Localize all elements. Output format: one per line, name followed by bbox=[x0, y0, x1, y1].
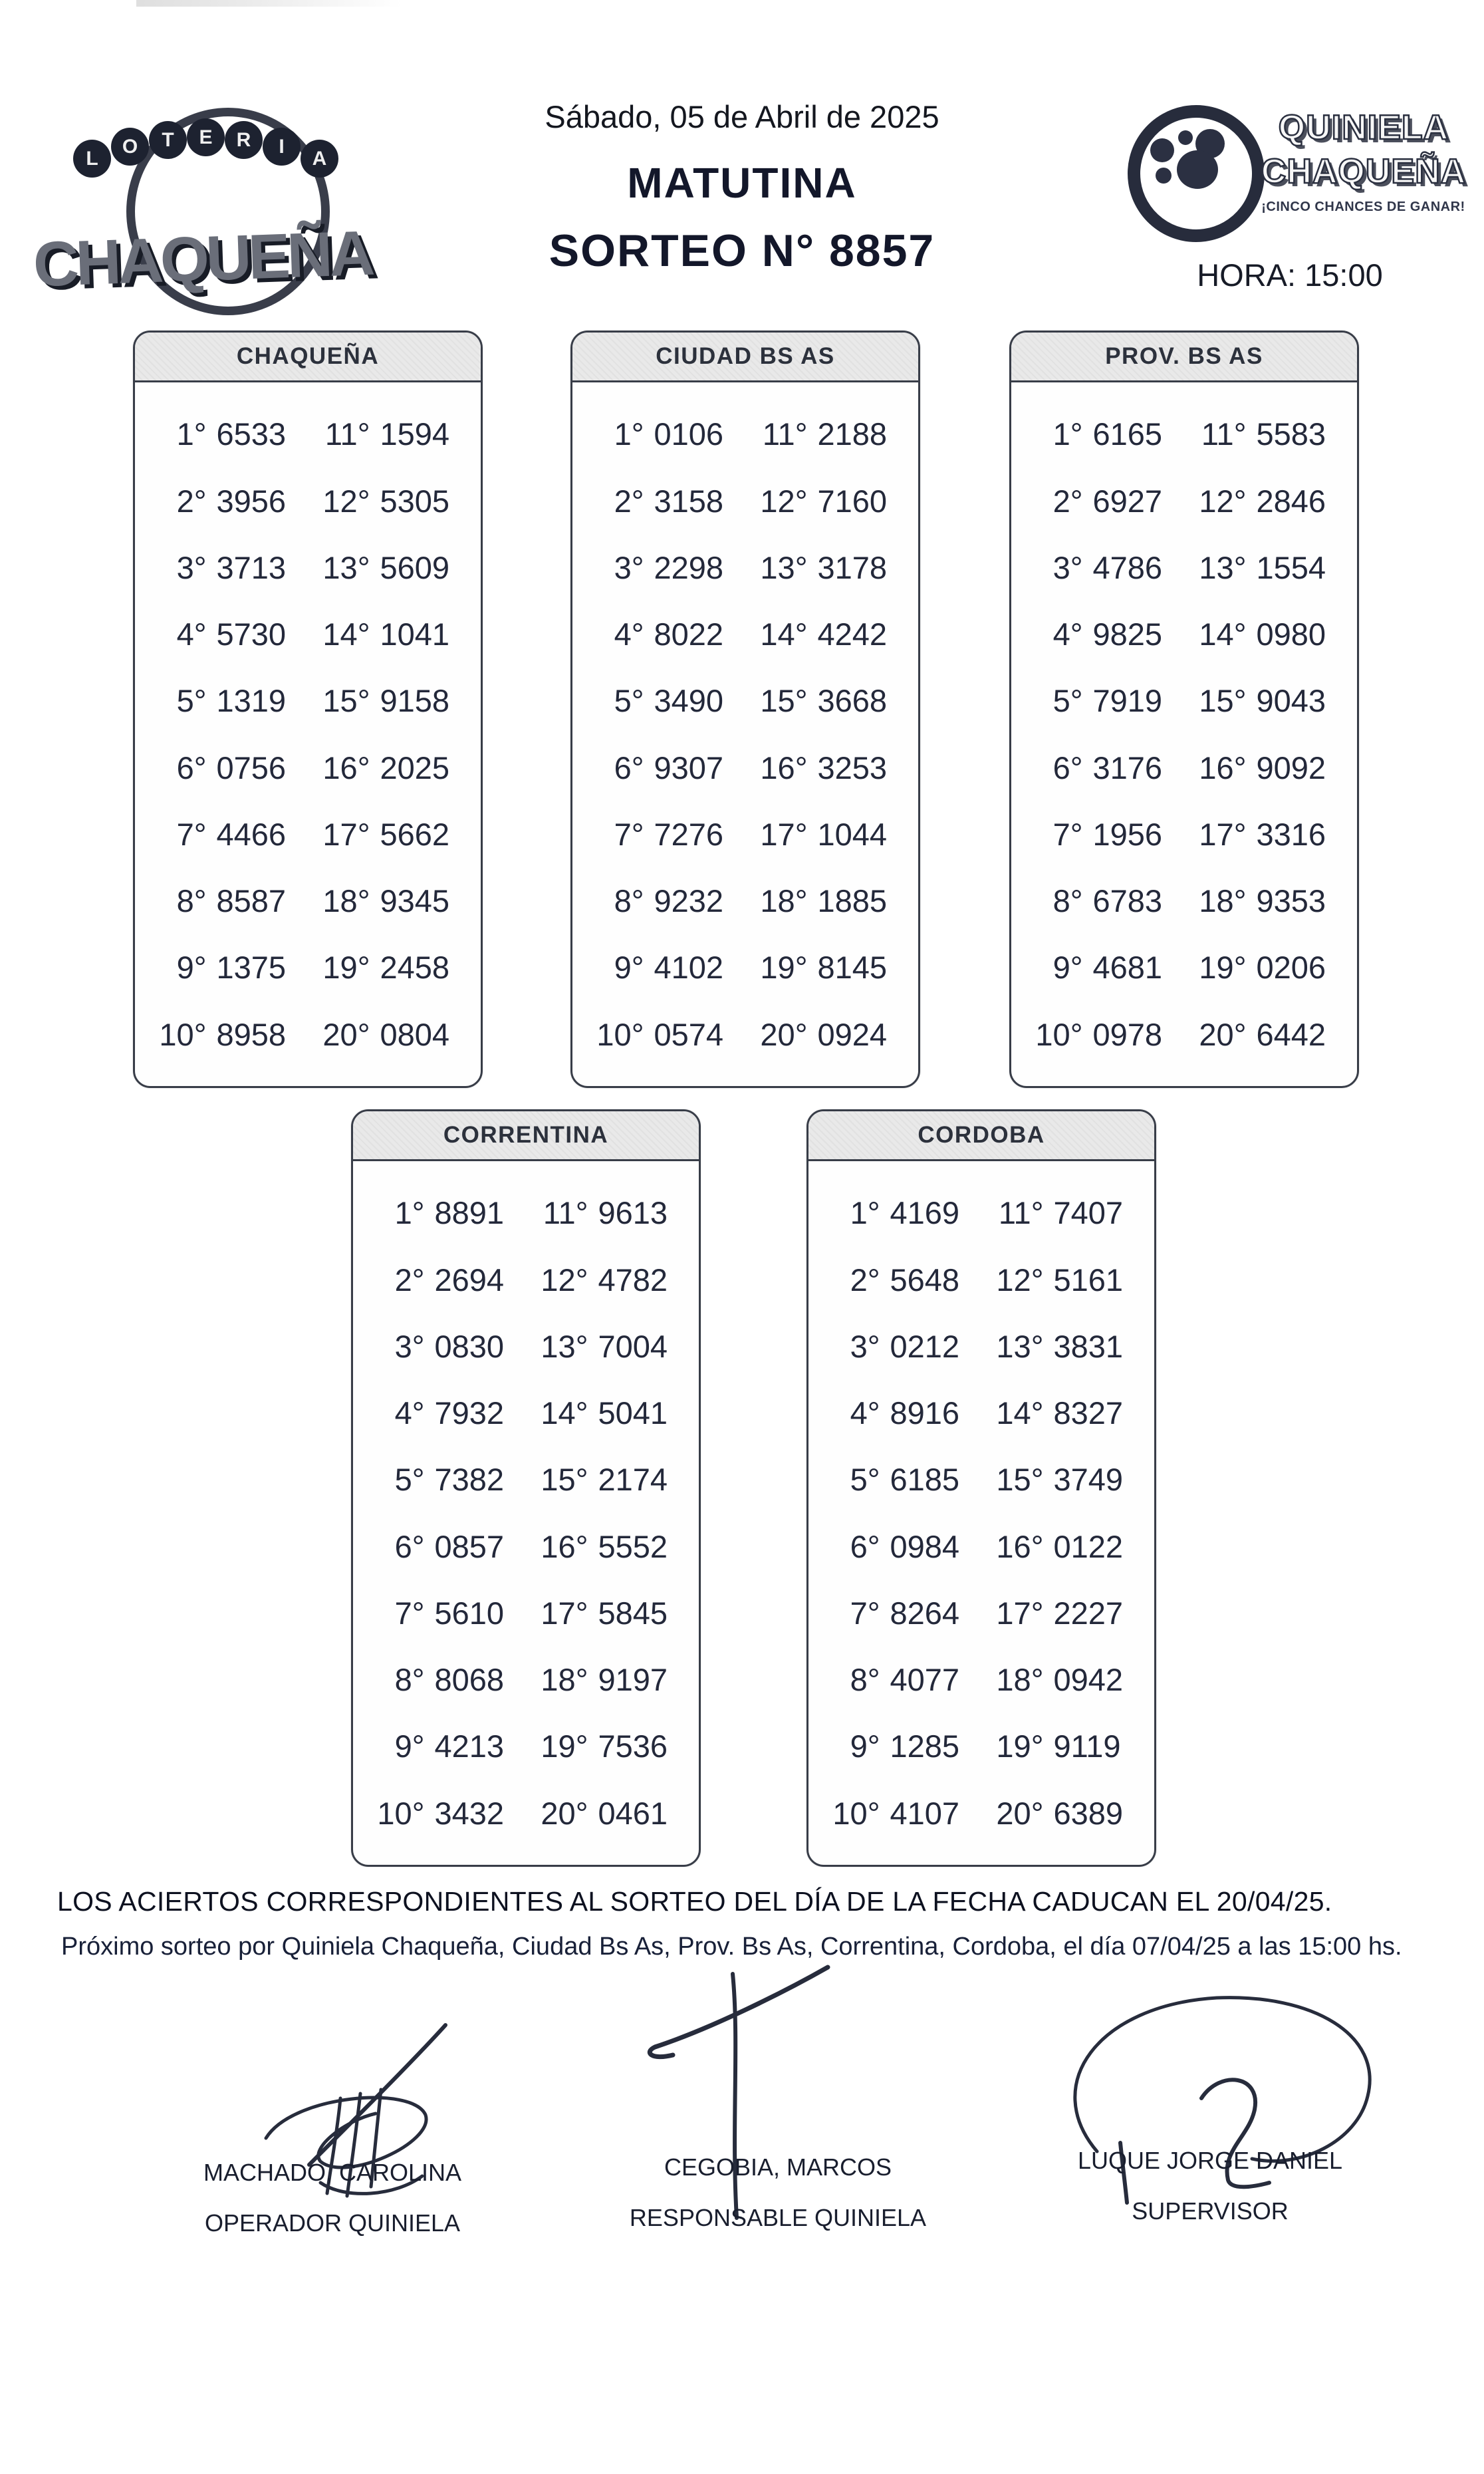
result-place: 18° bbox=[1199, 883, 1247, 919]
table-row bbox=[572, 682, 918, 719]
result-value: 9197 bbox=[598, 1662, 668, 1698]
loteria-letter: T bbox=[149, 121, 187, 159]
results-table-ciudad-bs-as bbox=[570, 331, 920, 1088]
result-place: 4° bbox=[176, 617, 207, 652]
result-place: 19° bbox=[322, 950, 370, 986]
result-place: 18° bbox=[541, 1662, 588, 1698]
result-value: 3176 bbox=[1092, 750, 1163, 785]
result-place: 6° bbox=[1052, 750, 1083, 785]
result-place: 15° bbox=[322, 683, 370, 719]
table-body bbox=[572, 382, 918, 1086]
result-value: 7932 bbox=[434, 1395, 505, 1431]
result-place: 14° bbox=[541, 1395, 588, 1431]
result-place: 10° bbox=[159, 1016, 207, 1052]
result-place: 1° bbox=[850, 1195, 880, 1231]
table-row bbox=[808, 1262, 1154, 1298]
result-value: 5662 bbox=[380, 816, 450, 852]
draw-date: Sábado, 05 de Abril de 2025 bbox=[545, 99, 939, 134]
table-row bbox=[1011, 949, 1357, 986]
result-place: 12° bbox=[322, 483, 370, 519]
result-place: 3° bbox=[394, 1328, 425, 1364]
result-place: 4° bbox=[614, 617, 644, 652]
result-place: 2° bbox=[850, 1262, 880, 1298]
draw-type: MATUTINA bbox=[627, 159, 857, 207]
result-place: 19° bbox=[996, 1728, 1044, 1764]
table-row bbox=[1011, 750, 1357, 786]
result-place: 6° bbox=[614, 750, 644, 785]
table-row bbox=[808, 1194, 1154, 1231]
result-place: 13° bbox=[541, 1328, 588, 1364]
result-place: 18° bbox=[322, 883, 370, 919]
result-place: 11° bbox=[543, 1195, 588, 1231]
result-value: 3253 bbox=[817, 750, 888, 785]
result-value: 6927 bbox=[1092, 483, 1163, 519]
result-value: 0857 bbox=[434, 1528, 505, 1564]
result-place: 20° bbox=[1199, 1016, 1247, 1052]
result-value: 4169 bbox=[890, 1195, 960, 1231]
table-row bbox=[135, 816, 481, 853]
result-value: 3178 bbox=[817, 549, 888, 585]
result-value: 7004 bbox=[598, 1328, 668, 1364]
results-table-prov-bs-as bbox=[1009, 331, 1359, 1088]
result-place: 13° bbox=[760, 549, 808, 585]
result-place: 9° bbox=[850, 1728, 880, 1764]
result-value: 8891 bbox=[434, 1195, 505, 1231]
table-row bbox=[353, 1661, 699, 1698]
result-place: 8° bbox=[176, 883, 207, 919]
table-row bbox=[1011, 483, 1357, 519]
result-value: 8587 bbox=[216, 883, 287, 919]
signer-name: CEGOBIA, MARCOS bbox=[664, 2153, 892, 2181]
result-value: 2188 bbox=[817, 416, 888, 452]
result-value: 0830 bbox=[434, 1328, 505, 1364]
result-value: 5305 bbox=[380, 483, 450, 519]
result-value: 9092 bbox=[1256, 750, 1326, 785]
table-row bbox=[808, 1661, 1154, 1698]
result-place: 5° bbox=[394, 1462, 425, 1498]
result-place: 20° bbox=[760, 1016, 808, 1052]
result-value: 6165 bbox=[1092, 416, 1163, 452]
table-row bbox=[1011, 416, 1357, 452]
table-row bbox=[135, 616, 481, 652]
result-place: 10° bbox=[596, 1016, 644, 1052]
result-place: 16° bbox=[1199, 750, 1247, 785]
result-value: 2298 bbox=[654, 549, 724, 585]
result-value: 0804 bbox=[380, 1016, 450, 1052]
table-title: CHAQUEÑA bbox=[135, 333, 481, 382]
result-value: 2458 bbox=[380, 950, 450, 986]
result-place: 12° bbox=[760, 483, 808, 519]
result-place: 2° bbox=[176, 483, 207, 519]
result-place: 5° bbox=[1052, 683, 1083, 719]
result-value: 1554 bbox=[1256, 549, 1326, 585]
result-place: 8° bbox=[1052, 883, 1083, 919]
result-place: 13° bbox=[996, 1328, 1044, 1364]
result-place: 8° bbox=[614, 883, 644, 919]
loteria-letter: A bbox=[301, 140, 338, 178]
result-value: 0212 bbox=[890, 1328, 960, 1364]
logo-line1: QUINIELA bbox=[1278, 108, 1449, 147]
table-title: PROV. BS AS bbox=[1011, 333, 1357, 382]
quiniela-chaquena-logo bbox=[1122, 98, 1475, 261]
table-row bbox=[135, 750, 481, 786]
table-row bbox=[353, 1795, 699, 1832]
table-row bbox=[135, 483, 481, 519]
result-place: 7° bbox=[850, 1595, 880, 1631]
results-table-correntina bbox=[351, 1109, 701, 1867]
table-row bbox=[135, 682, 481, 719]
result-place: 16° bbox=[541, 1528, 588, 1564]
result-place: 9° bbox=[1052, 950, 1083, 986]
result-value: 3749 bbox=[1053, 1462, 1124, 1498]
result-value: 5610 bbox=[434, 1595, 505, 1631]
result-value: 2025 bbox=[380, 750, 450, 785]
loteria-letter: R bbox=[225, 121, 263, 159]
result-value: 8068 bbox=[434, 1662, 505, 1698]
result-value: 3432 bbox=[434, 1795, 505, 1831]
result-place: 19° bbox=[1199, 950, 1247, 986]
result-place: 4° bbox=[394, 1395, 425, 1431]
result-place: 9° bbox=[394, 1728, 425, 1764]
result-value: 2694 bbox=[434, 1262, 505, 1298]
result-value: 6783 bbox=[1092, 883, 1163, 919]
result-value: 6442 bbox=[1256, 1016, 1326, 1052]
table-row bbox=[353, 1528, 699, 1565]
table-row bbox=[572, 483, 918, 519]
result-place: 15° bbox=[541, 1462, 588, 1498]
table-body bbox=[135, 382, 481, 1086]
result-value: 9353 bbox=[1256, 883, 1326, 919]
result-value: 5552 bbox=[598, 1528, 668, 1564]
result-place: 18° bbox=[760, 883, 808, 919]
result-value: 6389 bbox=[1053, 1795, 1124, 1831]
result-value: 9232 bbox=[654, 883, 724, 919]
result-value: 9158 bbox=[380, 683, 450, 719]
table-row bbox=[1011, 816, 1357, 853]
result-place: 14° bbox=[322, 617, 370, 652]
result-value: 3158 bbox=[654, 483, 724, 519]
result-value: 2174 bbox=[598, 1462, 668, 1498]
table-row bbox=[1011, 616, 1357, 652]
table-row bbox=[353, 1595, 699, 1631]
result-value: 7276 bbox=[654, 816, 724, 852]
result-place: 3° bbox=[614, 549, 644, 585]
result-value: 9119 bbox=[1053, 1728, 1121, 1764]
result-value: 7536 bbox=[598, 1728, 668, 1764]
table-row bbox=[808, 1328, 1154, 1365]
paw-icon bbox=[1154, 130, 1227, 204]
result-place: 1° bbox=[614, 416, 644, 452]
result-place: 1° bbox=[1052, 416, 1083, 452]
table-row bbox=[353, 1194, 699, 1231]
result-value: 6185 bbox=[890, 1462, 960, 1498]
table-row bbox=[135, 416, 481, 452]
result-value: 3713 bbox=[216, 549, 287, 585]
result-place: 3° bbox=[176, 549, 207, 585]
table-row bbox=[572, 616, 918, 652]
result-place: 14° bbox=[996, 1395, 1044, 1431]
signer-name: LUQUE JORGE DANIEL bbox=[1077, 2147, 1343, 2174]
result-place: 7° bbox=[176, 816, 207, 852]
result-place: 8° bbox=[850, 1662, 880, 1698]
result-place: 11° bbox=[1201, 416, 1247, 452]
table-row bbox=[1011, 549, 1357, 586]
result-place: 4° bbox=[1052, 617, 1083, 652]
result-place: 7° bbox=[1052, 816, 1083, 852]
loteria-letter: O bbox=[111, 128, 149, 166]
signer-role: RESPONSABLE QUINIELA bbox=[629, 2204, 927, 2231]
result-place: 5° bbox=[614, 683, 644, 719]
result-place: 6° bbox=[176, 750, 207, 785]
signature-block bbox=[1051, 2147, 1370, 2225]
table-body bbox=[1011, 382, 1357, 1086]
result-value: 7407 bbox=[1053, 1195, 1124, 1231]
result-place: 7° bbox=[614, 816, 644, 852]
result-value: 3831 bbox=[1053, 1328, 1124, 1364]
table-body bbox=[353, 1161, 699, 1865]
result-place: 20° bbox=[541, 1795, 588, 1831]
logo-word: CHAQUEÑA bbox=[32, 217, 373, 301]
table-row bbox=[135, 549, 481, 586]
result-place: 10° bbox=[377, 1795, 425, 1831]
results-table-cordoba bbox=[806, 1109, 1156, 1867]
table-row bbox=[808, 1461, 1154, 1498]
result-place: 20° bbox=[996, 1795, 1044, 1831]
result-place: 5° bbox=[176, 683, 207, 719]
result-value: 9043 bbox=[1256, 683, 1326, 719]
table-row bbox=[572, 949, 918, 986]
table-row bbox=[353, 1262, 699, 1298]
table-row bbox=[135, 1016, 481, 1053]
result-place: 17° bbox=[322, 816, 370, 852]
table-row bbox=[135, 949, 481, 986]
table-row bbox=[572, 816, 918, 853]
logo-tagline: ¡CINCO CHANCES DE GANAR! bbox=[1261, 200, 1465, 214]
table-row bbox=[1011, 1016, 1357, 1053]
result-place: 11° bbox=[998, 1195, 1044, 1231]
result-value: 4681 bbox=[1092, 950, 1163, 986]
result-value: 5161 bbox=[1053, 1262, 1124, 1298]
result-value: 7382 bbox=[434, 1462, 505, 1498]
result-value: 3956 bbox=[216, 483, 287, 519]
result-place: 10° bbox=[832, 1795, 880, 1831]
result-value: 8327 bbox=[1053, 1395, 1124, 1431]
result-place: 19° bbox=[541, 1728, 588, 1764]
result-value: 4102 bbox=[654, 950, 724, 986]
expiry-note: LOS ACIERTOS CORRESPONDIENTES AL SORTEO DEL DÍA DE LA FECHA CADUCAN EL 20/04/25. bbox=[57, 1886, 1332, 1917]
result-value: 0978 bbox=[1092, 1016, 1163, 1052]
result-value: 8145 bbox=[817, 950, 888, 986]
result-place: 7° bbox=[394, 1595, 425, 1631]
result-value: 4213 bbox=[434, 1728, 505, 1764]
result-value: 9345 bbox=[380, 883, 450, 919]
result-value: 0106 bbox=[654, 416, 724, 452]
result-value: 1375 bbox=[216, 950, 287, 986]
table-row bbox=[572, 549, 918, 586]
result-place: 6° bbox=[394, 1528, 425, 1564]
table-row bbox=[808, 1395, 1154, 1431]
signer-role: OPERADOR QUINIELA bbox=[204, 2209, 461, 2237]
logo-line2: CHAQUEÑA bbox=[1261, 152, 1467, 191]
table-row bbox=[353, 1328, 699, 1365]
result-value: 0984 bbox=[890, 1528, 960, 1564]
result-place: 12° bbox=[541, 1262, 588, 1298]
result-value: 3490 bbox=[654, 683, 724, 719]
result-value: 7919 bbox=[1092, 683, 1163, 719]
result-place: 18° bbox=[996, 1662, 1044, 1698]
table-title: CORDOBA bbox=[808, 1111, 1154, 1161]
result-place: 16° bbox=[322, 750, 370, 785]
result-value: 5845 bbox=[598, 1595, 668, 1631]
result-place: 10° bbox=[1035, 1016, 1083, 1052]
result-place: 2° bbox=[1052, 483, 1083, 519]
signature-block bbox=[612, 2153, 944, 2232]
result-place: 6° bbox=[850, 1528, 880, 1564]
result-place: 11° bbox=[324, 416, 370, 452]
result-value: 2227 bbox=[1053, 1595, 1124, 1631]
result-place: 2° bbox=[614, 483, 644, 519]
result-value: 1285 bbox=[890, 1728, 960, 1764]
table-row bbox=[1011, 883, 1357, 919]
result-value: 9307 bbox=[654, 750, 724, 785]
result-place: 16° bbox=[996, 1528, 1044, 1564]
scan-artifact bbox=[136, 0, 402, 7]
result-value: 6533 bbox=[216, 416, 287, 452]
result-value: 0206 bbox=[1256, 950, 1326, 986]
result-value: 5730 bbox=[216, 617, 287, 652]
table-row bbox=[135, 883, 481, 919]
result-value: 1594 bbox=[380, 416, 450, 452]
result-place: 17° bbox=[541, 1595, 588, 1631]
signer-name: MACHADO, CAROLINA bbox=[203, 2159, 462, 2186]
result-value: 1041 bbox=[380, 617, 450, 652]
result-place: 9° bbox=[176, 950, 207, 986]
result-value: 1319 bbox=[216, 683, 287, 719]
result-place: 15° bbox=[1199, 683, 1247, 719]
draw-time: HORA: 15:00 bbox=[1197, 257, 1383, 293]
table-row bbox=[353, 1728, 699, 1764]
result-value: 0756 bbox=[216, 750, 287, 785]
result-place: 16° bbox=[760, 750, 808, 785]
result-value: 9825 bbox=[1092, 617, 1163, 652]
table-row bbox=[353, 1461, 699, 1498]
result-value: 3316 bbox=[1256, 816, 1326, 852]
result-place: 5° bbox=[850, 1462, 880, 1498]
table-title: CORRENTINA bbox=[353, 1111, 699, 1161]
result-value: 2846 bbox=[1256, 483, 1326, 519]
result-place: 2° bbox=[394, 1262, 425, 1298]
table-row bbox=[1011, 682, 1357, 719]
next-draw-note: Próximo sorteo por Quiniela Chaqueña, Ciudad Bs As, Prov. Bs As, Correntina, Cordoba, el día 07/04/25 a las 15:00 hs. bbox=[61, 1933, 1402, 1961]
result-value: 4077 bbox=[890, 1662, 960, 1698]
result-place: 1° bbox=[394, 1195, 425, 1231]
result-value: 1956 bbox=[1092, 816, 1163, 852]
result-value: 5041 bbox=[598, 1395, 668, 1431]
result-value: 4242 bbox=[817, 617, 888, 652]
result-value: 5609 bbox=[380, 549, 450, 585]
table-row bbox=[353, 1395, 699, 1431]
result-place: 1° bbox=[176, 416, 207, 452]
result-value: 8022 bbox=[654, 617, 724, 652]
result-place: 19° bbox=[760, 950, 808, 986]
result-place: 4° bbox=[850, 1395, 880, 1431]
result-value: 4786 bbox=[1092, 549, 1163, 585]
result-value: 0461 bbox=[598, 1795, 668, 1831]
result-value: 0574 bbox=[654, 1016, 724, 1052]
result-value: 0942 bbox=[1053, 1662, 1124, 1698]
result-place: 12° bbox=[1199, 483, 1247, 519]
result-place: 8° bbox=[394, 1662, 425, 1698]
result-value: 4466 bbox=[216, 816, 287, 852]
result-place: 9° bbox=[614, 950, 644, 986]
result-value: 4782 bbox=[598, 1262, 668, 1298]
loteria-letter: I bbox=[263, 128, 301, 166]
result-value: 5648 bbox=[890, 1262, 960, 1298]
signer-role: SUPERVISOR bbox=[1132, 2197, 1289, 2225]
table-row bbox=[572, 750, 918, 786]
result-value: 4107 bbox=[890, 1795, 960, 1831]
table-row bbox=[572, 416, 918, 452]
result-place: 13° bbox=[322, 549, 370, 585]
result-place: 17° bbox=[760, 816, 808, 852]
result-value: 7160 bbox=[817, 483, 888, 519]
result-place: 14° bbox=[1199, 617, 1247, 652]
draw-number: SORTEO N° 8857 bbox=[549, 225, 935, 276]
result-place: 14° bbox=[760, 617, 808, 652]
result-place: 12° bbox=[996, 1262, 1044, 1298]
result-value: 1885 bbox=[817, 883, 888, 919]
result-place: 13° bbox=[1199, 549, 1247, 585]
result-place: 17° bbox=[1199, 816, 1247, 852]
result-place: 20° bbox=[322, 1016, 370, 1052]
result-value: 0980 bbox=[1256, 617, 1326, 652]
result-place: 3° bbox=[1052, 549, 1083, 585]
table-row bbox=[808, 1795, 1154, 1832]
loteria-letter: E bbox=[187, 118, 225, 156]
table-row bbox=[808, 1728, 1154, 1764]
result-value: 3668 bbox=[817, 683, 888, 719]
results-table-chaquena bbox=[133, 331, 483, 1088]
result-value: 8916 bbox=[890, 1395, 960, 1431]
result-value: 5583 bbox=[1256, 416, 1326, 452]
loteria-letter: L bbox=[73, 140, 111, 178]
result-value: 8958 bbox=[216, 1016, 287, 1052]
table-row bbox=[572, 883, 918, 919]
table-title: CIUDAD BS AS bbox=[572, 333, 918, 382]
result-place: 11° bbox=[762, 416, 808, 452]
result-value: 0122 bbox=[1053, 1528, 1124, 1564]
table-row bbox=[572, 1016, 918, 1053]
result-place: 17° bbox=[996, 1595, 1044, 1631]
result-value: 8264 bbox=[890, 1595, 960, 1631]
result-place: 3° bbox=[850, 1328, 880, 1364]
table-row bbox=[808, 1595, 1154, 1631]
signature-block bbox=[180, 2159, 485, 2237]
result-place: 15° bbox=[760, 683, 808, 719]
table-body bbox=[808, 1161, 1154, 1865]
result-value: 9613 bbox=[598, 1195, 668, 1231]
result-value: 1044 bbox=[817, 816, 888, 852]
result-place: 15° bbox=[996, 1462, 1044, 1498]
result-value: 0924 bbox=[817, 1016, 888, 1052]
table-row bbox=[808, 1528, 1154, 1565]
